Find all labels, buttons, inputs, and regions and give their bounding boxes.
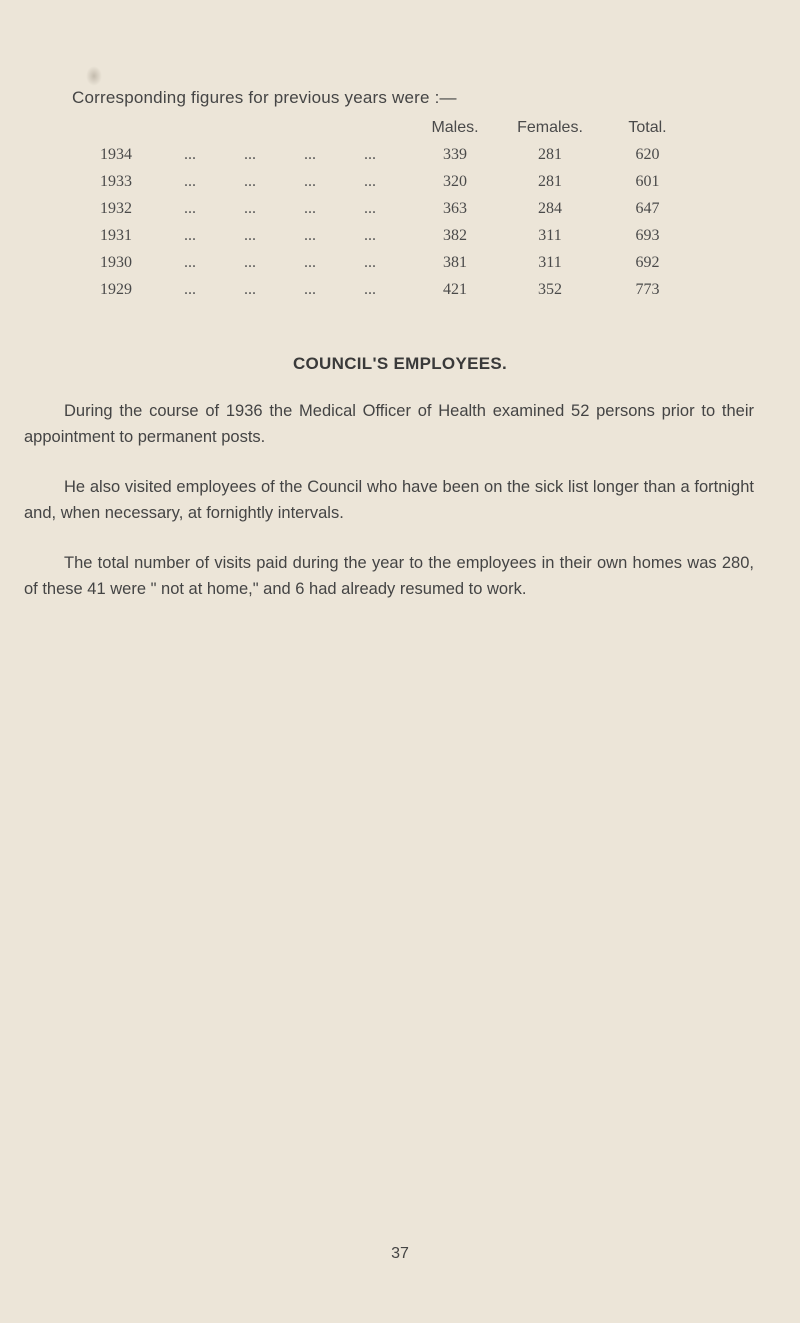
- leader-dots: ...: [364, 145, 376, 163]
- previous-years-table: [100, 114, 690, 303]
- paragraph: During the course of 1936 the Medical Officer of Health examined 52 persons prior to their appointment to permanent posts.: [24, 402, 754, 446]
- table-row: [100, 168, 690, 195]
- row-total: 620: [635, 145, 660, 163]
- table-header-row: [100, 114, 690, 141]
- leader-dots: ...: [304, 280, 316, 298]
- dot-leader: [160, 249, 415, 276]
- leader-dots: ...: [184, 280, 196, 298]
- table-body: [100, 141, 690, 303]
- row-year: 1931: [100, 226, 132, 244]
- row-year: 1933: [100, 172, 132, 190]
- row-total: 601: [635, 172, 660, 190]
- row-males: 421: [443, 280, 467, 298]
- intro-text: Corresponding figures for previous years were :—: [72, 88, 457, 107]
- row-females: 284: [538, 199, 562, 217]
- paragraph: The total number of visits paid during the year to the employees in their own homes was 280, of these 41 were " not at home," and 6 had already resumed to work.: [24, 554, 754, 598]
- row-males: 320: [443, 172, 467, 190]
- leader-dots: ...: [184, 199, 196, 217]
- page-number: 37: [391, 1245, 409, 1262]
- row-males: 339: [443, 145, 467, 163]
- dot-leader: [160, 276, 415, 303]
- leader-dots: ...: [244, 253, 256, 271]
- dot-leader: [160, 141, 415, 168]
- row-total: 693: [635, 226, 660, 244]
- table-row: [100, 249, 690, 276]
- table-row: [100, 195, 690, 222]
- dot-leader: [160, 195, 415, 222]
- row-females: 281: [538, 145, 562, 163]
- leader-dots: ...: [184, 226, 196, 244]
- header-year: [100, 114, 160, 141]
- leader-dots: ...: [184, 253, 196, 271]
- section-heading: COUNCIL'S EMPLOYEES.: [292, 354, 508, 373]
- leader-dots: ...: [184, 172, 196, 190]
- leader-dots: ...: [244, 145, 256, 163]
- header-males: Males.: [431, 118, 479, 136]
- ink-smudge: [86, 66, 102, 86]
- table-row: [100, 222, 690, 249]
- row-males: 363: [443, 199, 467, 217]
- row-females: 281: [538, 172, 562, 190]
- leader-dots: ...: [364, 280, 376, 298]
- leader-dots: ...: [304, 145, 316, 163]
- table-row: [100, 141, 690, 168]
- row-year: 1929: [100, 280, 132, 298]
- row-year: 1930: [100, 253, 132, 271]
- row-total: 647: [635, 199, 660, 217]
- leader-dots: ...: [364, 172, 376, 190]
- row-year: 1934: [100, 145, 132, 163]
- leader-dots: ...: [244, 172, 256, 190]
- row-total: 692: [635, 253, 660, 271]
- leader-dots: ...: [364, 226, 376, 244]
- row-year: 1932: [100, 199, 132, 217]
- leader-dots: ...: [244, 199, 256, 217]
- leader-dots: ...: [364, 253, 376, 271]
- header-total: Total.: [628, 118, 667, 136]
- row-females: 352: [538, 280, 562, 298]
- dot-leader: [160, 222, 415, 249]
- leader-dots: ...: [304, 253, 316, 271]
- row-total: 773: [635, 280, 660, 298]
- paragraph: He also visited employees of the Council who have been on the sick list longer than a fortnight and, when necessary, at fornightly intervals.: [24, 478, 754, 522]
- row-females: 311: [538, 226, 562, 244]
- leader-dots: ...: [304, 199, 316, 217]
- leader-dots: ...: [364, 199, 376, 217]
- leader-dots: ...: [304, 226, 316, 244]
- leader-dots: ...: [244, 280, 256, 298]
- row-males: 382: [443, 226, 467, 244]
- header-females: Females.: [517, 118, 583, 136]
- table-row: [100, 276, 690, 303]
- row-females: 311: [538, 253, 562, 271]
- leader-dots: ...: [244, 226, 256, 244]
- header-spacer: [160, 114, 415, 141]
- dot-leader: [160, 168, 415, 195]
- row-males: 381: [443, 253, 467, 271]
- leader-dots: ...: [304, 172, 316, 190]
- leader-dots: ...: [184, 145, 196, 163]
